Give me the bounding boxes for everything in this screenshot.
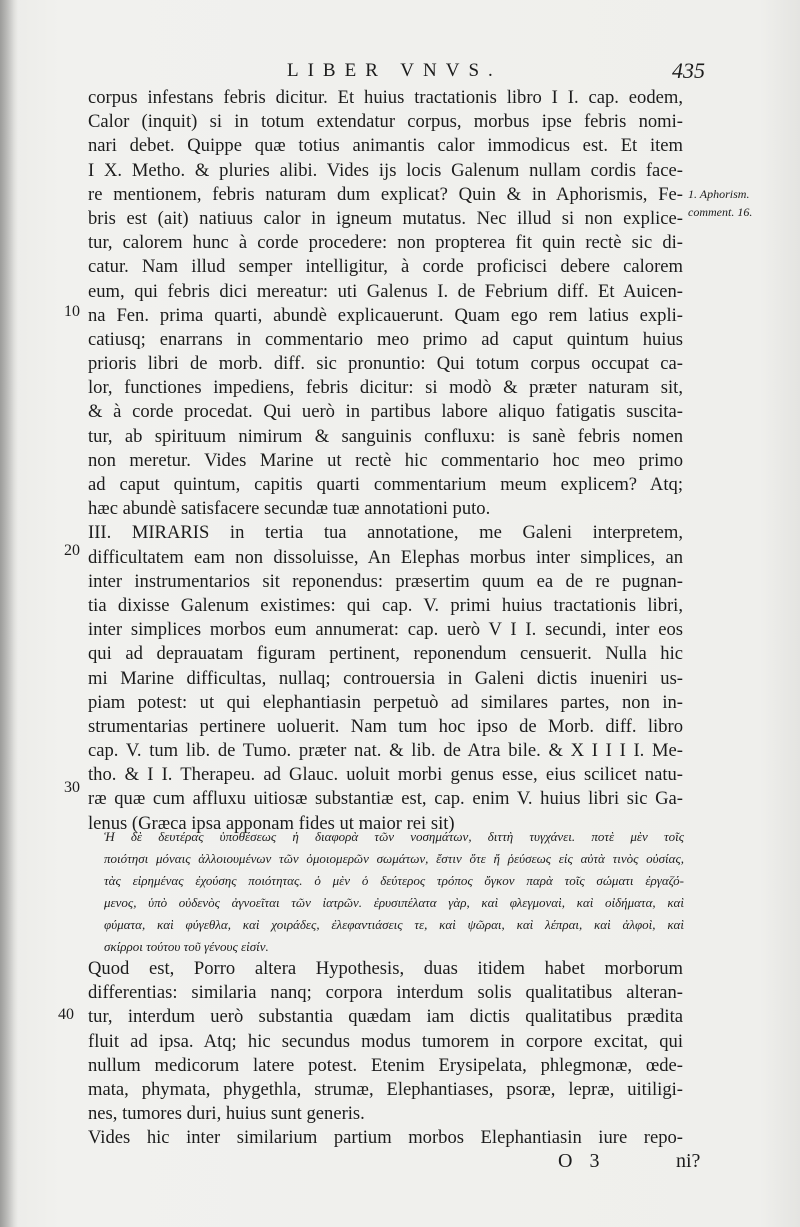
text-line: difficultatem eam non dissoluisse, An Elephas morbus inter simplices, an: [88, 546, 683, 568]
page-header: [0, 58, 800, 88]
line-number: 30: [64, 779, 80, 796]
greek-line: τὰς εἰρημένας ἐχούσης ποιότητας. ὁ μὲν ὁ δεύτερος τρόπος ὄγκον παρὰ τοῖς σώματι ἐργαζό-: [104, 873, 684, 888]
page-number: 435: [672, 58, 705, 83]
running-title: LIBER VNVS.: [287, 60, 502, 81]
catchword: ni?: [676, 1150, 701, 1172]
text-line: nari debet. Quippe quæ totius animantis calor immodicus est. Et item: [88, 135, 683, 157]
greek-line: ποιότησι μόναις ἀλλοιουμένων τῶν ὁμοιομερῶν σωμάτων, ἔστιν ὅτε ἤ ῥεύσεως εἰς αὐτὰ τινὸς οὐσίας,: [104, 851, 684, 866]
text-line: prioris libri de morb. diff. sic pronuntio: Qui totum corpus occupat ca-: [88, 353, 683, 375]
text-line: catiusq; enarrans in commentario meo primo ad caput quintum huius: [88, 328, 683, 350]
greek-line: μενος, ὑπὸ οὐδενὸς ἀγνοεῖται τῶν ἰατρῶν. ἐρυσιπέλατα γὰρ, καὶ φλεγμοναὶ, καὶ οἰδήματα, καὶ: [104, 895, 684, 910]
text-line: tia dixisse Galenum existimes: qui cap. V. primi huius tractationis libri,: [88, 594, 683, 616]
text-line: inter instrumentarios sit reponendus: præsertim quum ea de re pugnan-: [88, 570, 683, 592]
text-line: non meretur. Vides Marine ut rectè hic commentario hoc meo primo: [88, 449, 683, 471]
text-line: & à corde procedat. Qui uerò in partibus labore aliquo fatigatis suscita-: [88, 401, 683, 423]
greek-quotation: [104, 826, 684, 958]
text-line: Vides hic inter similarium partium morbos Elephantiasin iure repo-: [88, 1127, 683, 1149]
text-line: re mentionem, febris naturam dum explicat? Quin & in Aphorismis, Fe-: [88, 183, 683, 205]
text-line: eum, qui febris dici mereatur: uti Galenus I. de Febrium diff. Et Auicen-: [88, 280, 683, 302]
text-line: ræ quæ cum affluxu uitiosæ substantiæ est, cap. enim V. huius libri sic Ga-: [88, 788, 683, 810]
text-line: qui ad deprauatam figuram pertinent, reponendum censuerit. Nulla hic: [88, 643, 683, 665]
greek-line: σκίρροι τούτου τοῦ γένους εἰσίν.: [104, 939, 269, 954]
page-gutter-shadow: [0, 0, 18, 1227]
main-text-block: [88, 86, 683, 836]
text-line: fluit ad ipsa. Atq; hic secundus modus tumorem in corpore excitat, qui: [88, 1030, 683, 1052]
text-line: na Fen. prima quarti, abundè explicauerunt. Quam ego rem latius expli-: [88, 304, 683, 326]
text-line: ad caput quintum, capitis quarti commentarium meum explicem? Atq;: [88, 474, 683, 495]
text-line: cap. V. tum lib. de Tumo. præter nat. & lib. de Atra bile. & X I I I I. Me-: [88, 740, 683, 762]
text-line: inter simplices morbos eum annumerat: cap. uerò V I I. secundi, inter eos: [88, 619, 683, 641]
text-line: nullum medicorum latere potest. Etenim Erysipelata, phlegmonæ, œde-: [88, 1054, 683, 1076]
text-line: piam potest: ut qui elephantiasin perpetuò ad similares partes, non in-: [88, 691, 683, 713]
text-line: tur, interdum uerò substantia quædam iam dictis qualitatibus prædita: [88, 1006, 683, 1028]
marginal-note: comment. 16.: [688, 205, 753, 219]
signature-mark: O 3: [558, 1150, 606, 1172]
line-number: 10: [64, 303, 80, 320]
text-line: I X. Metho. & pluries alibi. Vides ijs locis Galenum nullam cordis face-: [88, 159, 683, 181]
text-line: mata, phymata, phygethla, strumæ, Elephantiases, psoræ, lepræ, uitiligi-: [88, 1078, 683, 1100]
text-line: Quod est, Porro altera Hypothesis, duas itidem habet morborum: [88, 958, 683, 979]
text-line: differentias: similaria nanq; corpora interdum solis qualitatibus alteran-: [88, 982, 683, 1004]
text-line: strumentarias pertinere uoluerit. Nam tum hoc ipso de Morb. diff. libro: [88, 715, 683, 737]
text-line: III. MIRARIS in tertia tua annotatione, me Galeni interpretem,: [88, 522, 683, 544]
text-line: hæc abundè satisfacere secundæ tuæ annotationi puto.: [88, 498, 491, 520]
greek-line: Ἡ δὲ δευτέρας ὑποθέσεως ἡ διαφορὰ τῶν νοσημάτων, διττὴ τυγχάνει. ποτὲ μὲν τοῖς: [104, 829, 684, 844]
text-line: lenus (Græca ipsa apponam fides ut maior rei sit): [88, 812, 455, 834]
line-number: 20: [64, 542, 80, 559]
text-line: Calor (inquit) si in totum extendatur corpus, morbus ipse febris nomi-: [88, 111, 683, 133]
text-line: mi Marine difficultas, nullaq; controuersia in Galeni dictis inueniri us-: [88, 667, 683, 689]
line-number: 40: [58, 1006, 74, 1023]
text-line: corpus infestans febris dicitur. Et huius tractationis libro I I. cap. eodem,: [88, 87, 683, 108]
greek-line: φύματα, καὶ φύγεθλα, καὶ χοιράδες, ἐλεφαντιάσεις τε, καὶ ψῶραι, καὶ λέπραι, καὶ ἀλφοὶ, καὶ: [104, 917, 684, 932]
text-line: lor, functiones impediens, febris dicitur: si modò & præter naturam sit,: [88, 377, 683, 399]
translation-text-block: [88, 957, 683, 1151]
text-line: catur. Nam illud semper intelligitur, à corde proficisci debere calorem: [88, 256, 683, 278]
text-line: bris est (ait) natiuus calor in igneum mutatus. Nec illud si non explice-: [88, 207, 683, 229]
text-line: nes, tumores duri, huius sunt generis.: [88, 1103, 365, 1125]
text-line: tho. & I I. Therapeu. ad Glauc. uoluit morbi genus esse, eius scilicet natu-: [88, 764, 683, 786]
text-line: tur, ab spirituum nimirum & sanguinis confluxu: is sanè febris nomen: [88, 425, 683, 447]
text-line: tur, calorem hunc à corde procedere: non propterea fit quin rectè sic di-: [88, 232, 683, 254]
marginal-note: 1. Aphorism.: [688, 187, 750, 201]
